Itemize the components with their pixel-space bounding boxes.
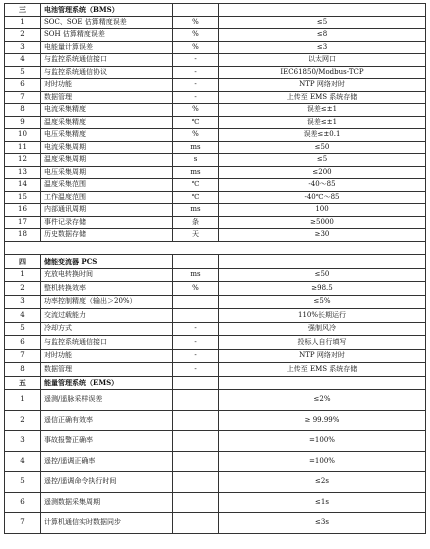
row-item: 充放电转换时间 [41, 268, 173, 282]
row-value: 100 [219, 204, 426, 217]
section-unit-cell [173, 255, 219, 269]
row-unit: - [173, 363, 219, 377]
row-number: 3 [5, 431, 41, 452]
row-item: 冷却方式 [41, 322, 173, 336]
row-value: ≤8 [219, 29, 426, 42]
row-number: 4 [5, 309, 41, 323]
row-value: =100% [219, 451, 426, 472]
row-unit: ms [173, 204, 219, 217]
row-value: 误差≤±1 [219, 104, 426, 117]
row-item: 遥测数据采集周期 [41, 492, 173, 513]
row-value: 误差≤±1 [219, 116, 426, 129]
table-row [5, 410, 426, 431]
table-row [5, 513, 426, 534]
table-row [5, 349, 426, 363]
row-unit: ℃ [173, 116, 219, 129]
row-number: 15 [5, 191, 41, 204]
row-number: 3 [5, 41, 41, 54]
row-item: 与监控系统通信接口 [41, 336, 173, 350]
row-item: 温度采集范围 [41, 179, 173, 192]
row-value: NTP 网络对时 [219, 79, 426, 92]
row-unit: - [173, 322, 219, 336]
table-row [5, 322, 426, 336]
row-unit [173, 431, 219, 452]
row-unit: ℃ [173, 179, 219, 192]
row-item: 与监控系统通信接口 [41, 54, 173, 67]
row-number: 13 [5, 166, 41, 179]
table-row [5, 309, 426, 323]
row-number: 7 [5, 349, 41, 363]
row-unit: % [173, 104, 219, 117]
row-item: 内部通讯周期 [41, 204, 173, 217]
table-row [5, 472, 426, 493]
section-spacer-row [5, 241, 426, 255]
row-value: ≤50 [219, 141, 426, 154]
row-value: ≥5000 [219, 216, 426, 229]
row-number: 5 [5, 472, 41, 493]
section-header-row [5, 4, 426, 17]
row-number: 18 [5, 229, 41, 242]
table-row [5, 166, 426, 179]
row-item: 温度采集精度 [41, 116, 173, 129]
row-unit: ℃ [173, 191, 219, 204]
section-number: 五 [5, 376, 41, 390]
row-unit: 条 [173, 216, 219, 229]
row-value: ≤50 [219, 268, 426, 282]
row-unit: - [173, 79, 219, 92]
row-number: 8 [5, 104, 41, 117]
section-value-cell [219, 376, 426, 390]
table-row [5, 363, 426, 377]
row-item: 与监控系统通信协议 [41, 66, 173, 79]
row-unit: - [173, 349, 219, 363]
row-number: 3 [5, 295, 41, 309]
row-item: SOC、SOE 估算精度误差 [41, 16, 173, 29]
row-item: 电能量计算误差 [41, 41, 173, 54]
table-row [5, 54, 426, 67]
row-item: 电压采集精度 [41, 129, 173, 142]
row-number: 12 [5, 154, 41, 167]
row-unit: % [173, 41, 219, 54]
table-row [5, 154, 426, 167]
table-row [5, 451, 426, 472]
row-number: 9 [5, 116, 41, 129]
spec-table-body [5, 4, 426, 534]
row-unit: % [173, 16, 219, 29]
row-unit: - [173, 54, 219, 67]
row-number: 2 [5, 410, 41, 431]
row-unit [173, 472, 219, 493]
row-value: 上传至 EMS 系统存储 [219, 91, 426, 104]
row-value: ≥ 99.99% [219, 410, 426, 431]
row-value: 强制风冷 [219, 322, 426, 336]
row-value: -40℃～85 [219, 191, 426, 204]
table-row [5, 91, 426, 104]
row-value: ≤5% [219, 295, 426, 309]
section-number: 三 [5, 4, 41, 17]
section-unit-cell [173, 4, 219, 17]
row-value: ≤1s [219, 492, 426, 513]
section-number: 四 [5, 255, 41, 269]
row-item: 电流采集周期 [41, 141, 173, 154]
row-value: 误差≤±0.1 [219, 129, 426, 142]
row-unit [173, 410, 219, 431]
row-unit: % [173, 282, 219, 296]
row-item: 工作温度范围 [41, 191, 173, 204]
table-row [5, 179, 426, 192]
row-value: IEC61850/Modbus-TCP [219, 66, 426, 79]
row-value: 投标人自行填写 [219, 336, 426, 350]
row-item: 功率控制精度（输出＞20%） [41, 295, 173, 309]
table-row [5, 129, 426, 142]
row-item: 遥控/遥调正确率 [41, 451, 173, 472]
row-value: ≤3s [219, 513, 426, 534]
row-unit [173, 295, 219, 309]
row-number: 17 [5, 216, 41, 229]
row-value: ≤5 [219, 16, 426, 29]
row-unit: - [173, 66, 219, 79]
spacer-cell [5, 241, 41, 255]
row-item: 整机转换效率 [41, 282, 173, 296]
table-row [5, 229, 426, 242]
row-value: ≤3 [219, 41, 426, 54]
row-value: ≤2% [219, 390, 426, 411]
table-row [5, 116, 426, 129]
row-value: NTP 网络对时 [219, 349, 426, 363]
row-number: 7 [5, 91, 41, 104]
section-title: 储能变流器 PCS [41, 255, 173, 269]
row-item: 电流采集精度 [41, 104, 173, 117]
row-unit [173, 513, 219, 534]
table-row [5, 16, 426, 29]
table-row [5, 66, 426, 79]
row-number: 1 [5, 390, 41, 411]
row-item: 事故报警正确率 [41, 431, 173, 452]
row-unit: ms [173, 166, 219, 179]
table-row [5, 191, 426, 204]
row-item: 温度采集周期 [41, 154, 173, 167]
row-number: 6 [5, 79, 41, 92]
row-unit: - [173, 336, 219, 350]
section-title: 能量管理系统（EMS） [41, 376, 173, 390]
row-item: 数据管理 [41, 363, 173, 377]
row-item: 计算机通信实时数据同步 [41, 513, 173, 534]
table-row [5, 431, 426, 452]
table-row [5, 29, 426, 42]
row-number: 2 [5, 29, 41, 42]
row-number: 6 [5, 336, 41, 350]
row-unit: ms [173, 141, 219, 154]
row-number: 5 [5, 322, 41, 336]
row-value: ≥30 [219, 229, 426, 242]
row-unit: % [173, 29, 219, 42]
row-unit: % [173, 129, 219, 142]
row-number: 14 [5, 179, 41, 192]
section-unit-cell [173, 376, 219, 390]
spec-table [4, 3, 426, 534]
row-number: 2 [5, 282, 41, 296]
row-value: ≤200 [219, 166, 426, 179]
table-row [5, 41, 426, 54]
row-number: 6 [5, 492, 41, 513]
table-row [5, 282, 426, 296]
table-row [5, 204, 426, 217]
row-unit [173, 492, 219, 513]
table-row [5, 492, 426, 513]
table-row [5, 216, 426, 229]
row-item: 遥信正确有效率 [41, 410, 173, 431]
row-unit: 天 [173, 229, 219, 242]
row-number: 11 [5, 141, 41, 154]
section-header-row [5, 376, 426, 390]
row-number: 4 [5, 54, 41, 67]
row-value: -40～85 [219, 179, 426, 192]
row-item: 对时功能 [41, 349, 173, 363]
table-row [5, 336, 426, 350]
table-row [5, 79, 426, 92]
row-value: 110%长期运行 [219, 309, 426, 323]
row-item: 历史数据存储 [41, 229, 173, 242]
row-unit: s [173, 154, 219, 167]
row-number: 8 [5, 363, 41, 377]
row-item: 遥测/遥脉采样误差 [41, 390, 173, 411]
row-number: 4 [5, 451, 41, 472]
row-value: ≤5 [219, 154, 426, 167]
row-item: 数据管理 [41, 91, 173, 104]
row-number: 1 [5, 16, 41, 29]
section-value-cell [219, 4, 426, 17]
row-value: ≤2s [219, 472, 426, 493]
table-row [5, 104, 426, 117]
table-row [5, 268, 426, 282]
table-row [5, 390, 426, 411]
row-item: 事件记录存储 [41, 216, 173, 229]
spacer-cell [173, 241, 219, 255]
section-title: 电池管理系统（BMS） [41, 4, 173, 17]
table-row [5, 295, 426, 309]
section-value-cell [219, 255, 426, 269]
row-unit: - [173, 91, 219, 104]
row-item: SOH 估算精度误差 [41, 29, 173, 42]
row-item: 电压采集周期 [41, 166, 173, 179]
section-header-row [5, 255, 426, 269]
row-unit [173, 451, 219, 472]
row-value: 以太网口 [219, 54, 426, 67]
spacer-cell [41, 241, 173, 255]
row-value: =100% [219, 431, 426, 452]
row-number: 7 [5, 513, 41, 534]
row-unit: ms [173, 268, 219, 282]
row-item: 对时功能 [41, 79, 173, 92]
row-item: 遥控/遥调命令执行时间 [41, 472, 173, 493]
row-number: 16 [5, 204, 41, 217]
row-value: 上传至 EMS 系统存储 [219, 363, 426, 377]
table-row [5, 141, 426, 154]
row-value: ≥98.5 [219, 282, 426, 296]
row-unit [173, 309, 219, 323]
row-number: 1 [5, 268, 41, 282]
row-number: 5 [5, 66, 41, 79]
spacer-cell [219, 241, 426, 255]
row-number: 10 [5, 129, 41, 142]
row-unit [173, 390, 219, 411]
row-item: 交流过载能力 [41, 309, 173, 323]
